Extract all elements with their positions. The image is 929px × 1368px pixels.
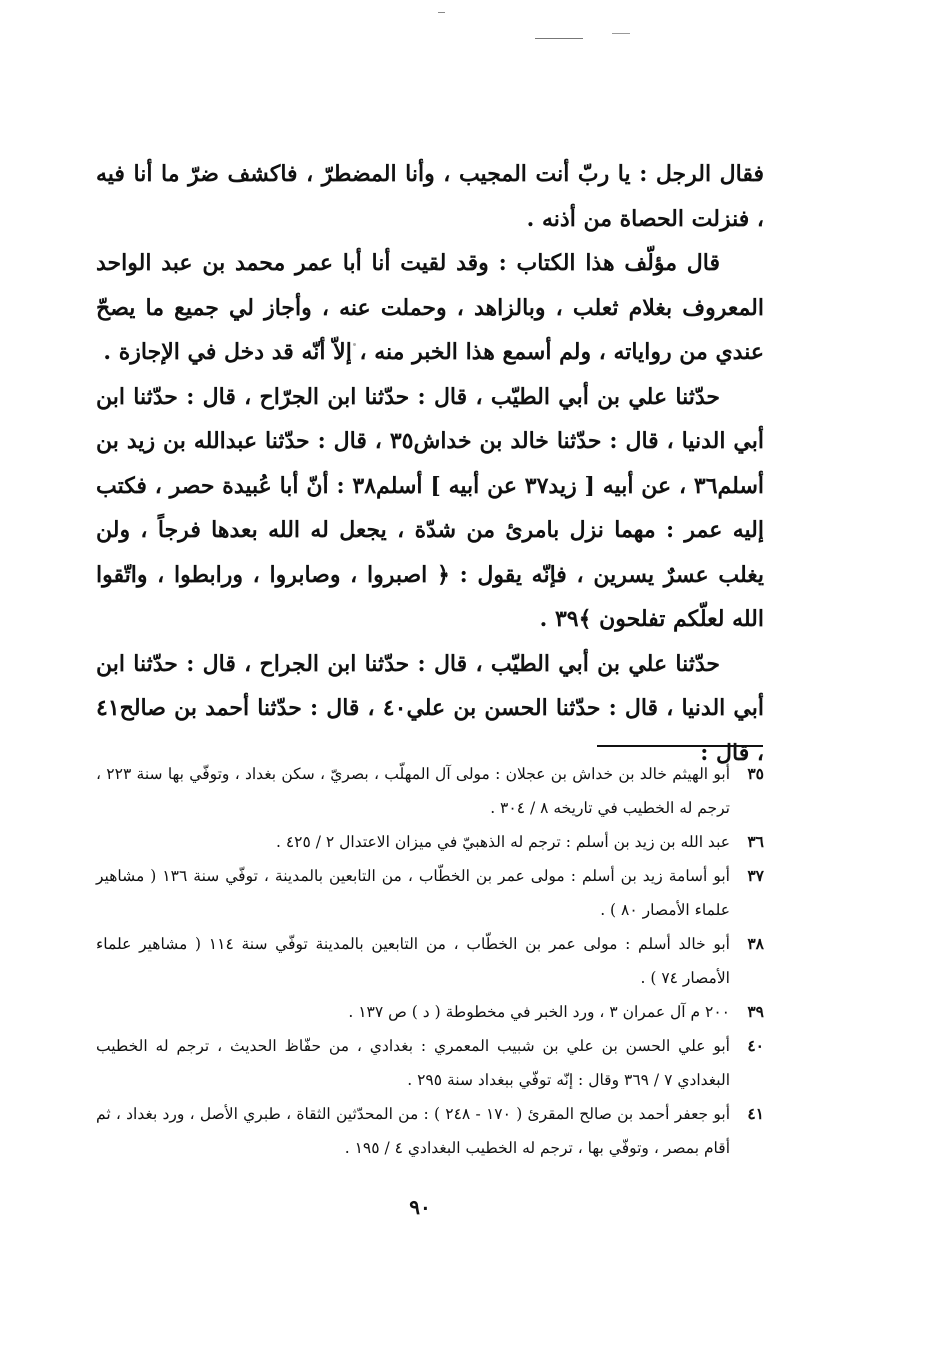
footnote-text: أبو أسامة زيد بن أسلم : مولى عمر بن الخطّاب ، من التابعين بالمدينة ، توفّي سنة ١٣٦ ( مشاهير علماء الأمصار ٨٠ ) .	[96, 867, 730, 919]
page-number: ٩٠	[409, 1195, 431, 1219]
footnote	[96, 927, 764, 995]
main-text	[96, 152, 764, 775]
footnote-number: ٣٧	[747, 866, 764, 885]
footnote	[96, 825, 764, 859]
footnote-text: عبد الله بن زيد بن أسلم : ترجم له الذهبيّ في ميزان الاعتدال ٢ / ٤٢٥ .	[275, 833, 730, 851]
footnote-number: ٣٩	[747, 1002, 764, 1021]
footnote-text: أبو جعفر أحمد بن صالح المقرئ ( ١٧٠ - ٢٤٨ ) : من المحدّثين الثقاة ، طبري الأصل ، ورد بغداد ، ثم أقام بمصر ، وتوفّي بها ، ترجم له الخطيب البغدادي ٤ / ١٩٥ .	[96, 1105, 731, 1157]
footnote-text: أبو علي الحسن بن علي بن شبيب المعمري : بغدادي ، من حفّاظ الحديث ، ترجم له الخطيب البغدادي ٧ / ٣٦٩ وقال : إنّه توفّي ببغداد سنة ٢٩٥ .	[96, 1037, 730, 1089]
footnote-number: ٤١	[747, 1104, 764, 1123]
scan-artifact	[612, 33, 630, 34]
footnote-separator	[597, 745, 763, 747]
footnote	[96, 859, 764, 927]
footnote	[96, 1097, 764, 1165]
footnote-number: ٣٦	[747, 832, 764, 851]
footnote	[96, 1029, 764, 1097]
footnote-text: أبو خالد أسلم : مولى عمر بن الخطّاب ، من التابعين بالمدينة توفّي سنة ١١٤ ( مشاهير علماء الأمصار ٧٤ ) .	[96, 935, 730, 987]
footnote-number: ٣٨	[747, 934, 764, 953]
scan-artifact	[535, 38, 583, 39]
footnote-number: ٣٥	[747, 764, 764, 783]
footnote-number: ٤٠	[747, 1036, 764, 1055]
paragraph: فقال الرجل : يا ربّ أنت المجيب ، وأنا المضطرّ ، فاكشف ضرّ ما أنا فيه ، فنزلت الحصاة من أذنه .	[96, 161, 764, 232]
footnotes	[96, 757, 764, 1165]
paragraph: حدّثنا علي بن أبي الطيّب ، قال : حدّثنا ابن الجراح ، قال : حدّثنا ابن أبي الدنيا ، قال : حدّثنا الحسن بن علي٤٠ ، قال : حدّثنا أحمد بن صالح٤١ ، قال :	[96, 650, 764, 766]
footnote	[96, 757, 764, 825]
paragraph: قال مؤلّف هذا الكتاب : وقد لقيت أنا أبا عمر محمد بن عبد الواحد المعروف بغلام ثعلب ، وبالزاهد ، وحملت عنه ، وأجاز لي جميع ما يصحّ عندي من رواياته ، ولم أسمع هذا الخبر منه ، إلاّ أنّه قد دخل في الإجازة .	[96, 250, 764, 365]
footnote-text: أبو الهيثم خالد بن خداش بن عجلان : مولى آل المهلّب ، بصريّ ، سكن بغداد ، وتوفّي بها سنة ٢٢٣ ، ترجم له الخطيب في تاريخه ٨ / ٣٠٤ .	[96, 765, 730, 817]
footnote-text: ٢٠٠ م آل عمران ٣ ، ورد الخبر في مخطوطة ( د ) ص ١٣٧ .	[348, 1003, 730, 1021]
scan-artifact	[438, 12, 445, 13]
paragraph: حدّثنا علي بن أبي الطيّب ، قال : حدّثنا ابن الجرّاح ، قال : حدّثنا ابن أبي الدنيا ، قال : حدّثنا خالد بن خداش٣٥ ، قال : حدّثنا عبدالله بن زيد بن أسلم٣٦ ، عن أبيه [ زيد٣٧ عن أبيه ] أسلم٣٨ : أنّ أبا عُبيدة حصر ، فكتب إليه عمر : مهما نزل بامرئ من شدّة ، يجعل له الله بعدها فرجاً ، ولن يغلب عسرٌ يسرين ، فإنّه يقول : ﴿ اصبروا ، وصابروا ، ورابطوا ، واتّقوا الله لعلّكم تفلحون ﴾٣٩ .	[96, 383, 764, 632]
footnote	[96, 995, 764, 1029]
